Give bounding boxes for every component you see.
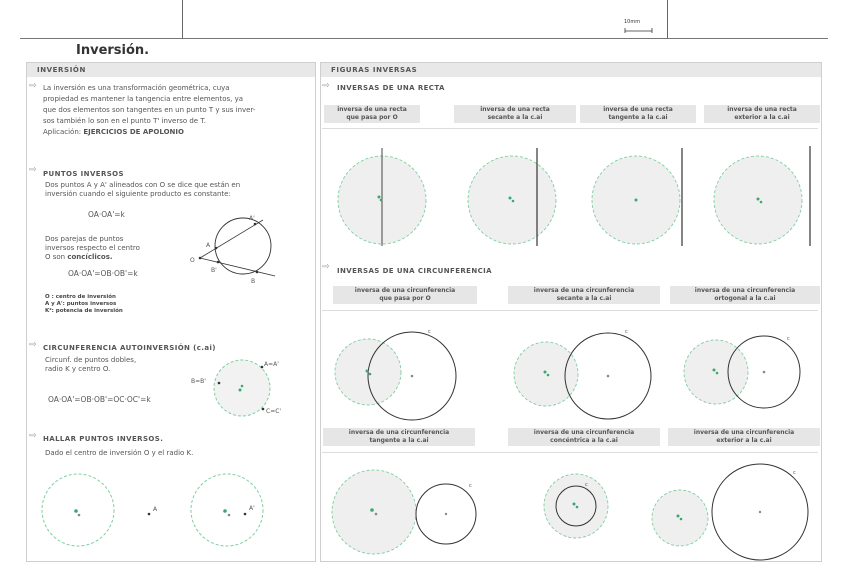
label-line: tangente a la c.ai [369, 437, 429, 444]
label-a: A [206, 242, 211, 249]
recta-title: INVERSAS DE UNA RECTA [337, 84, 445, 92]
hallar-diagram-2 [185, 470, 295, 560]
text-line: radio K y centro O. [45, 365, 111, 373]
recta-label-3 [580, 105, 696, 123]
arrow-icon: ⇨ [29, 431, 37, 441]
label-o: O [190, 257, 195, 264]
label-line: exterior a la c.ai [734, 114, 790, 121]
formula-3: OA·OA'=OB·OB'=OC·OC'=k [48, 395, 151, 404]
page-title: Inversión. [76, 43, 150, 58]
application-line [43, 127, 311, 138]
intro-line: La inversión es una transformación geométrica, cuya [43, 84, 230, 92]
circ-label-1 [333, 286, 477, 304]
circle-label-c: c [787, 336, 790, 342]
label-aa: A=A' [264, 361, 279, 368]
legend-line: A y A': puntos inversos [45, 301, 117, 307]
scale-label: 10mm [624, 19, 641, 25]
circle-label-c: c [428, 329, 431, 335]
label-line: inversa de una circunferencia [694, 287, 796, 294]
label-line: inversa de una circunferencia [533, 287, 635, 294]
label-line: inversa de una recta [337, 106, 407, 113]
hallar-title: HALLAR PUNTOS INVERSOS. [43, 435, 164, 443]
label-line: secante a la c.ai [487, 114, 543, 121]
label-line: exterior a la c.ai [716, 437, 772, 444]
circ-divider-1 [322, 310, 818, 311]
label-b-prime: B' [211, 267, 217, 274]
hallar-text: Dado el centro de inversión O y el radio K. [45, 449, 194, 457]
text-prefix: O son [45, 253, 66, 261]
text-line [45, 253, 140, 262]
recta-diagram-4 [700, 140, 820, 260]
circ-diagram-2 [506, 328, 646, 438]
right-panel-header: FIGURAS INVERSAS [321, 63, 821, 77]
label-line: inversa de una recta [480, 106, 550, 113]
autoinversion-text [45, 356, 136, 374]
arrow-icon: ⇨ [29, 340, 37, 350]
concyclic-diagram [195, 210, 295, 290]
application-prefix: Aplicación: [43, 128, 82, 136]
apolonio-link[interactable]: EJERCICIOS DE APOLONIO [83, 128, 184, 136]
label-b: B [251, 278, 256, 285]
text-line: inversos respecto el centro [45, 244, 140, 252]
intro-text [43, 83, 311, 138]
recta-label-4 [704, 105, 820, 123]
label-line: inversa de una circunferencia [533, 429, 635, 436]
circ-diagram-5 [540, 468, 620, 548]
intro-line: propiedad es mantener la tangencia entre elementos, ya [43, 95, 244, 103]
legend [45, 294, 123, 315]
label-line: concéntrica a la c.ai [550, 437, 618, 444]
hallar-diagram-1 [34, 470, 144, 560]
circle-label-c: c [585, 482, 588, 488]
arrow-icon: ⇨ [322, 81, 330, 91]
circle-label-c: c [793, 470, 796, 476]
circ-label-6 [668, 428, 820, 446]
circle-label-c: c [625, 329, 628, 335]
circ-label-3 [670, 286, 820, 304]
label-hallar-a-prime: A' [249, 505, 255, 512]
label-a-prime: A' [249, 215, 255, 222]
formula-2: OA·OA'=OB·OB'=k [68, 269, 138, 278]
label-line: ortogonal a la c.ai [714, 295, 776, 302]
label-line: secante a la c.ai [556, 295, 612, 302]
label-line: inversa de una circunferencia [693, 429, 795, 436]
recta-divider [322, 128, 818, 129]
label-line: inversa de una circunferencia [354, 287, 456, 294]
legend-line: O : centro de inversión [45, 294, 116, 300]
circ-label-4 [323, 428, 475, 446]
arrow-icon: ⇨ [29, 165, 37, 175]
circ-divider-2 [322, 452, 818, 453]
arrow-icon: ⇨ [322, 262, 330, 272]
circ-label-5 [508, 428, 660, 446]
legend-line: K²: potencia de inversión [45, 308, 123, 314]
concyclic-text [45, 235, 140, 262]
text-bold: concíclicos. [67, 253, 113, 261]
intro-line: que dos elementos son tangentes en un punto T y sus inver- [43, 106, 256, 114]
autoinversion-title: CIRCUNFERENCIA AUTOINVERSIÓN (c.ai) [43, 344, 216, 352]
recta-diagram-1 [322, 140, 442, 260]
text-line: Circunf. de puntos dobles, [45, 356, 137, 364]
recta-label-1 [324, 105, 420, 123]
text-line: Dos puntos A y A' alineados con O se dice que están en [45, 181, 241, 189]
label-line: que pasa por O [379, 295, 431, 302]
text-line: inversión cuando el siguiente producto es constante: [45, 190, 231, 198]
puntos-inversos-text [45, 181, 313, 199]
circ-label-2 [508, 286, 660, 304]
text-line: Dos parejas de puntos [45, 235, 124, 243]
circ-diagram-3 [676, 328, 816, 438]
label-line: tangente a la c.ai [608, 114, 668, 121]
top-rule [20, 38, 828, 39]
scale-bar [624, 26, 654, 34]
label-bb: B=B' [191, 378, 206, 385]
circ-diagram-1 [330, 328, 470, 438]
left-panel-header: INVERSIÓN [27, 63, 315, 77]
intro-line: sos también lo son en el punto T' inverso de T. [43, 117, 207, 125]
circ-title: INVERSAS DE UNA CIRCUNFERENCIA [337, 267, 492, 275]
recta-diagram-2 [452, 140, 572, 260]
label-line: que pasa por O [346, 114, 398, 121]
recta-diagram-3 [578, 140, 698, 260]
label-line: inversa de una recta [727, 106, 797, 113]
label-line: inversa de una recta [603, 106, 673, 113]
formula-1: OA·OA'=k [88, 210, 125, 219]
label-line: inversa de una circunferencia [348, 429, 450, 436]
recta-label-2 [454, 105, 576, 123]
circle-label-c: c [469, 483, 472, 489]
arrow-icon: ⇨ [29, 81, 37, 91]
circ-diagram-6 [650, 462, 810, 562]
label-cc: C=C' [266, 408, 282, 415]
circ-diagram-4 [328, 466, 488, 566]
puntos-inversos-title: PUNTOS INVERSOS [43, 170, 124, 178]
top-frame [182, 0, 668, 38]
label-hallar-a: A [153, 506, 158, 513]
